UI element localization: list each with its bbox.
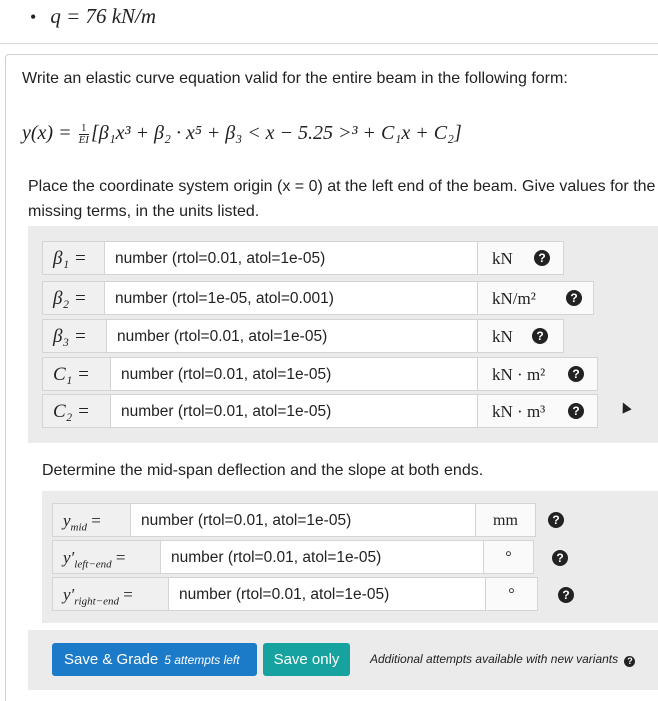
help-icon[interactable]: ?	[548, 512, 564, 528]
label-sub: left−end	[74, 558, 112, 571]
help-icon[interactable]: ?	[568, 403, 584, 419]
label-eq: =	[115, 548, 126, 567]
help-icon[interactable]: ?	[566, 290, 582, 306]
help-icon[interactable]: ?	[568, 366, 584, 382]
label-main: y′	[63, 585, 75, 604]
term-unit: kN · m³	[478, 394, 598, 428]
yleft-unit: °	[484, 540, 534, 574]
label-eq: =	[91, 511, 101, 530]
equation-body: [β₁x³ + β₂ · x⁵ + β₃ < x − 5.25 >³ + C₁x + C₂]	[90, 122, 462, 144]
term-unit: kN	[478, 241, 564, 275]
term-unit: kN/m²	[478, 281, 594, 315]
ymid-unit: mm	[476, 503, 536, 537]
attempts-left: 5 attempts left	[164, 653, 240, 667]
help-icon[interactable]: ?	[532, 328, 548, 344]
beta3-input[interactable]: number (rtol=0.01, atol=1e-05)	[106, 319, 478, 353]
question-intro: Write an elastic curve equation valid for the entire beam in the following form:	[22, 70, 568, 87]
label-eq: =	[123, 585, 133, 604]
elastic-curve-equation	[22, 122, 462, 146]
ymid-label	[52, 503, 130, 537]
term-label: β₃ =	[42, 319, 106, 353]
yright-unit: °	[486, 577, 538, 611]
attempts-note-text: Additional attempts available with new variants	[370, 652, 619, 666]
save-grade-label: Save & Grade	[64, 651, 159, 668]
fraction-numerator: 1	[79, 123, 89, 135]
help-icon[interactable]: ?	[552, 550, 568, 566]
term-unit: kN	[478, 319, 564, 353]
previous-given-item	[30, 4, 156, 29]
term-label: C₂ =	[42, 394, 110, 428]
instructions: Place the coordinate system origin (x = 0) at the left end of the beam. Give values for the missing terms, in the units listed.	[28, 178, 656, 220]
beta1-input[interactable]: number (rtol=0.01, atol=1e-05)	[104, 241, 478, 275]
label-sub: right−end	[74, 595, 119, 608]
terms-panel	[28, 226, 658, 443]
term-label: C₁ =	[42, 357, 110, 391]
save-and-grade-button[interactable]	[52, 643, 257, 676]
info-icon[interactable]: ?	[624, 656, 635, 667]
label-main: y′	[63, 548, 75, 567]
help-icon[interactable]: ?	[558, 587, 574, 603]
bullet: •	[30, 7, 37, 27]
term-unit: kN · m²	[478, 357, 598, 391]
label-main: y	[63, 511, 71, 530]
given-load: q = 76 kN/m	[50, 4, 157, 28]
c2-input[interactable]: number (rtol=0.01, atol=1e-05)	[110, 394, 478, 428]
c1-input[interactable]: number (rtol=0.01, atol=1e-05)	[110, 357, 478, 391]
deflection-intro: Determine the mid-span deflection and the slope at both ends.	[42, 462, 484, 479]
fraction-denominator: EI	[78, 133, 89, 146]
attempts-note	[370, 652, 635, 666]
save-only-button[interactable]: Save only	[263, 643, 350, 676]
term-label: β₂ =	[42, 281, 104, 315]
equation-lhs: y(x) =	[22, 122, 72, 144]
equation-fraction	[79, 123, 89, 146]
yright-label	[52, 577, 168, 611]
divider	[0, 43, 658, 44]
yright-input[interactable]: number (rtol=0.01, atol=1e-05)	[168, 577, 486, 611]
help-icon[interactable]: ?	[534, 250, 550, 266]
deflection-panel	[42, 491, 658, 623]
yleft-label	[52, 540, 160, 574]
beta2-input[interactable]: number (rtol=1e-05, atol=0.001)	[104, 281, 478, 315]
yleft-input[interactable]: number (rtol=0.01, atol=1e-05)	[160, 540, 484, 574]
ymid-input[interactable]: number (rtol=0.01, atol=1e-05)	[130, 503, 476, 537]
term-label: β₁ =	[42, 241, 104, 275]
label-sub: mid	[70, 521, 88, 534]
